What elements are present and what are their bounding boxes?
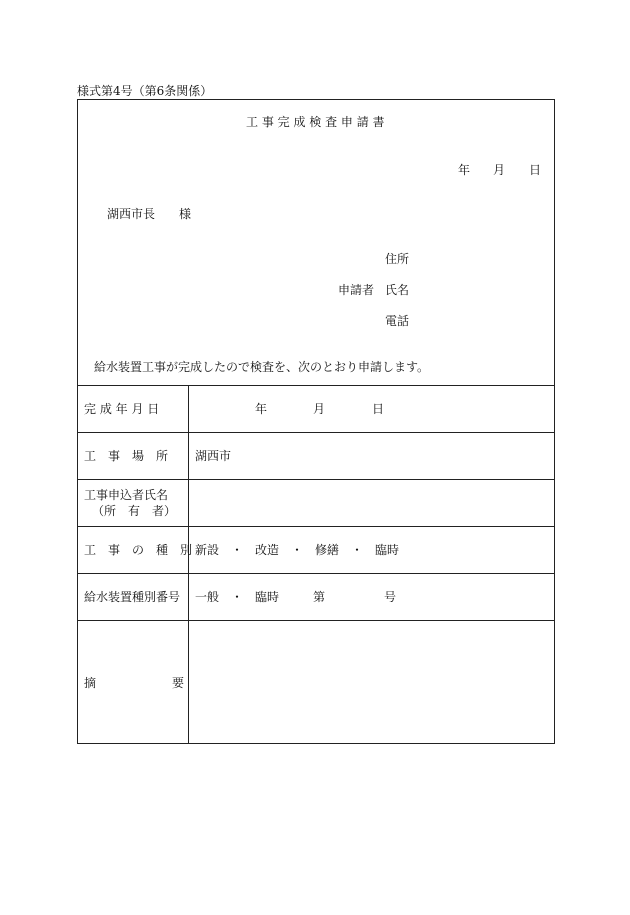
work-location-label: 工 事 場 所: [84, 449, 169, 463]
device-number-dai: 第: [313, 590, 326, 604]
applicant-name-label: 氏名: [385, 283, 410, 297]
application-form-frame: [77, 99, 555, 744]
device-number-type: 一般 ・ 臨時: [195, 590, 280, 604]
table-top-rule: [77, 385, 555, 386]
application-statement: 給水装置工事が完成したので検査を、次のとおり申請します。: [94, 360, 430, 374]
row-divider: [77, 526, 555, 527]
completion-date-year: 年: [255, 402, 268, 416]
header-date-day: 日: [529, 163, 542, 177]
row-divider: [77, 573, 555, 574]
work-location-value: 湖西市: [195, 449, 232, 463]
addressee: 湖西市長 様: [107, 207, 192, 221]
row-divider: [77, 432, 555, 433]
applicant-address-label: 住所: [385, 252, 410, 266]
device-number-label: 給水装置種別番号: [84, 590, 181, 604]
applicant-owner-label-line2: （所 有 者）: [92, 504, 177, 518]
completion-date-label: 完 成 年 月 日: [84, 402, 160, 416]
header-date-year: 年: [458, 163, 471, 177]
applicant-owner-label-line1: 工事申込者氏名: [84, 488, 169, 502]
form-title: 工 事 完 成 検 査 申 請 書: [246, 115, 385, 129]
column-divider: [188, 385, 189, 744]
completion-date-day: 日: [372, 402, 385, 416]
remarks-label-right: 要: [172, 676, 185, 690]
header-date-month: 月: [493, 163, 506, 177]
completion-date-month: 月: [313, 402, 326, 416]
row-divider: [77, 479, 555, 480]
form-number: 様式第4号（第6条関係）: [77, 84, 213, 98]
remarks-label-left: 摘: [84, 676, 97, 690]
applicant-phone-label: 電話: [385, 314, 410, 328]
applicant-role-label: 申請者: [338, 283, 375, 297]
work-type-options: 新設 ・ 改造 ・ 修繕 ・ 臨時: [195, 543, 400, 557]
device-number-go: 号: [384, 590, 397, 604]
row-divider: [77, 620, 555, 621]
work-type-label: 工 事 の 種 別: [84, 543, 193, 557]
